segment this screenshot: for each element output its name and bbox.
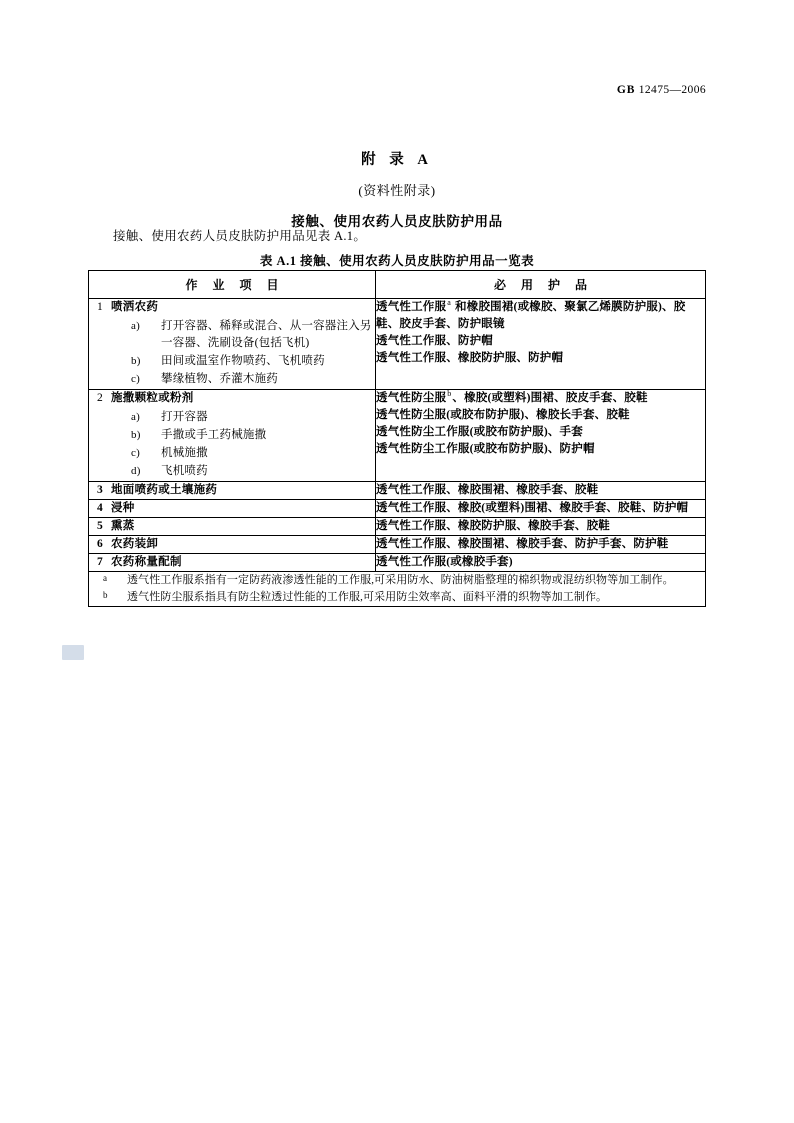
operation-cell <box>89 518 376 536</box>
equipment-line <box>376 407 705 424</box>
subitem <box>89 353 375 370</box>
standard-prefix: GB <box>616 84 636 96</box>
standard-number: 12475—2006 <box>638 84 706 96</box>
table-row <box>89 554 706 572</box>
operation-title: 浸种 <box>111 502 135 514</box>
footnote-text: 透气性工作服系指有一定防药液渗透性能的工作服,可采用防水、防油树脂整理的棉织物或混纺织物等加工制作。 <box>127 574 674 586</box>
equipment-text: 透气性防尘服 <box>376 392 447 404</box>
equipment-cell <box>376 554 706 572</box>
column-header-operation: 作 业 项 目 <box>89 271 376 299</box>
subitem-list <box>89 318 375 388</box>
equipment-text: 透气性防尘工作服(或胶布防护服)、防护帽 <box>376 443 595 455</box>
equipment-cell <box>376 482 706 500</box>
subitem-text: 田间或温室作物喷药、飞机喷药 <box>161 355 325 367</box>
table-row <box>89 482 706 500</box>
operation-cell <box>89 536 376 554</box>
equipment-text: 透气性工作服、橡胶(或塑料)围裙、橡胶手套、胶鞋、防护帽 <box>376 502 689 514</box>
subitem-label: c) <box>131 447 140 459</box>
equipment-line <box>376 482 705 499</box>
operation-title: 农药装卸 <box>111 538 159 550</box>
equipment-line <box>376 390 705 407</box>
subitem-label: b) <box>131 429 141 441</box>
equipment-text: 透气性防尘服(或胶布防护服)、橡胶长手套、胶鞋 <box>376 409 630 421</box>
footnote-mark: a <box>103 573 108 583</box>
footnote-mark: b <box>103 590 108 600</box>
equipment-text: 透气性工作服、橡胶围裙、橡胶手套、胶鞋 <box>376 484 599 496</box>
equipment-line <box>376 441 705 458</box>
table-row <box>89 299 706 390</box>
equipment-text: 透气性工作服、橡胶防护服、防护帽 <box>376 352 564 364</box>
standard-header <box>617 84 706 96</box>
operation-title: 熏蒸 <box>111 520 135 532</box>
annex-heading-block <box>0 148 794 230</box>
equipment-line <box>376 424 705 441</box>
equipment-cell <box>376 518 706 536</box>
subitem-label: d) <box>131 465 141 477</box>
subitem-label: a) <box>131 411 140 423</box>
subitem <box>89 427 375 444</box>
subitem-text: 攀缘植物、乔灌木施药 <box>161 373 278 385</box>
annex-kind: (资料性附录) <box>358 183 436 198</box>
subitem-label: b) <box>131 355 141 367</box>
subitem-text: 打开容器、稀释或混合、从一容器注入另一容器、洗刷设备(包括飞机) <box>161 320 372 349</box>
operation-title: 地面喷药或土壤施药 <box>111 484 218 496</box>
subitem-label: c) <box>131 373 140 385</box>
subitem <box>89 445 375 462</box>
subitem-text: 机械施撒 <box>161 447 208 459</box>
table-row <box>89 390 706 482</box>
subitem <box>89 409 375 426</box>
table-header-row <box>89 271 706 299</box>
equipment-line <box>376 333 705 350</box>
equipment-line <box>376 518 705 535</box>
table-caption: 表 A.1 接触、使用农药人员皮肤防护用品一览表 <box>259 254 535 268</box>
intro-paragraph: 接触、使用农药人员皮肤防护用品见表 A.1。 <box>113 229 367 243</box>
row-number: 3 <box>96 484 104 496</box>
equipment-text: 透气性防尘工作服(或胶布防护服)、手套 <box>376 426 583 438</box>
table-row <box>89 536 706 554</box>
operation-cell <box>89 554 376 572</box>
footnote-text: 透气性防尘服系指具有防尘粒透过性能的工作服,可采用防尘效率高、面料平滑的织物等加工制作。 <box>127 591 608 603</box>
table-row <box>89 518 706 536</box>
subitem <box>89 318 375 352</box>
footnote <box>89 572 705 588</box>
equipment-text: 透气性工作服、防护帽 <box>376 335 493 347</box>
row-number: 2 <box>96 392 104 404</box>
subitem <box>89 371 375 388</box>
equipment-line <box>376 536 705 553</box>
equipment-line <box>376 350 705 367</box>
row-number: 5 <box>96 520 104 532</box>
equipment-text: 透气性工作服 <box>376 301 447 313</box>
equipment-text-tail: 和橡胶围裙(或橡胶、聚氯乙烯膜防护服)、胶鞋、胶皮手套、防护眼镜 <box>376 301 686 330</box>
equipment-line <box>376 500 705 517</box>
annex-title: 附 录 A <box>361 152 433 168</box>
equipment-text: 透气性工作服(或橡胶手套) <box>376 556 513 568</box>
equipment-text: 透气性工作服、橡胶围裙、橡胶手套、防护手套、防护鞋 <box>376 538 669 550</box>
footnotes-cell <box>89 572 706 607</box>
column-header-equipment: 必 用 护 品 <box>376 271 706 299</box>
row-number: 1 <box>96 301 104 313</box>
subitem-text: 手撒或手工药械施撒 <box>161 429 267 441</box>
equipment-cell <box>376 500 706 518</box>
subitem-text: 飞机喷药 <box>161 465 208 477</box>
table-container <box>88 270 705 607</box>
equipment-cell <box>376 299 706 390</box>
operation-title: 喷洒农药 <box>111 301 159 313</box>
scan-watermark-artifact <box>62 645 84 660</box>
footnote-marker: a <box>447 298 451 308</box>
table-footnote-row <box>89 572 706 607</box>
protective-equipment-table <box>88 270 706 607</box>
annex-name: 接触、使用农药人员皮肤防护用品 <box>291 214 503 229</box>
operation-cell <box>89 390 376 482</box>
equipment-text-tail: 、橡胶(或塑料)围裙、胶皮手套、胶鞋 <box>452 392 648 404</box>
table-body <box>89 299 706 572</box>
equipment-cell <box>376 390 706 482</box>
operation-cell <box>89 500 376 518</box>
row-number: 7 <box>96 556 104 568</box>
subitem-label: a) <box>131 320 140 332</box>
footnote <box>89 589 705 605</box>
subitem <box>89 463 375 480</box>
equipment-line <box>376 554 705 571</box>
equipment-text: 透气性工作服、橡胶防护服、橡胶手套、胶鞋 <box>376 520 610 532</box>
operation-title: 农药称量配制 <box>111 556 182 568</box>
operation-cell <box>89 299 376 390</box>
footnote-marker: b <box>447 389 452 399</box>
operation-cell <box>89 482 376 500</box>
equipment-cell <box>376 536 706 554</box>
equipment-line <box>376 299 705 333</box>
table-row <box>89 500 706 518</box>
row-number: 6 <box>96 538 104 550</box>
row-number: 4 <box>96 502 104 514</box>
subitem-text: 打开容器 <box>161 411 208 423</box>
subitem-list <box>89 409 375 480</box>
operation-title: 施撒颗粒或粉剂 <box>111 392 194 404</box>
